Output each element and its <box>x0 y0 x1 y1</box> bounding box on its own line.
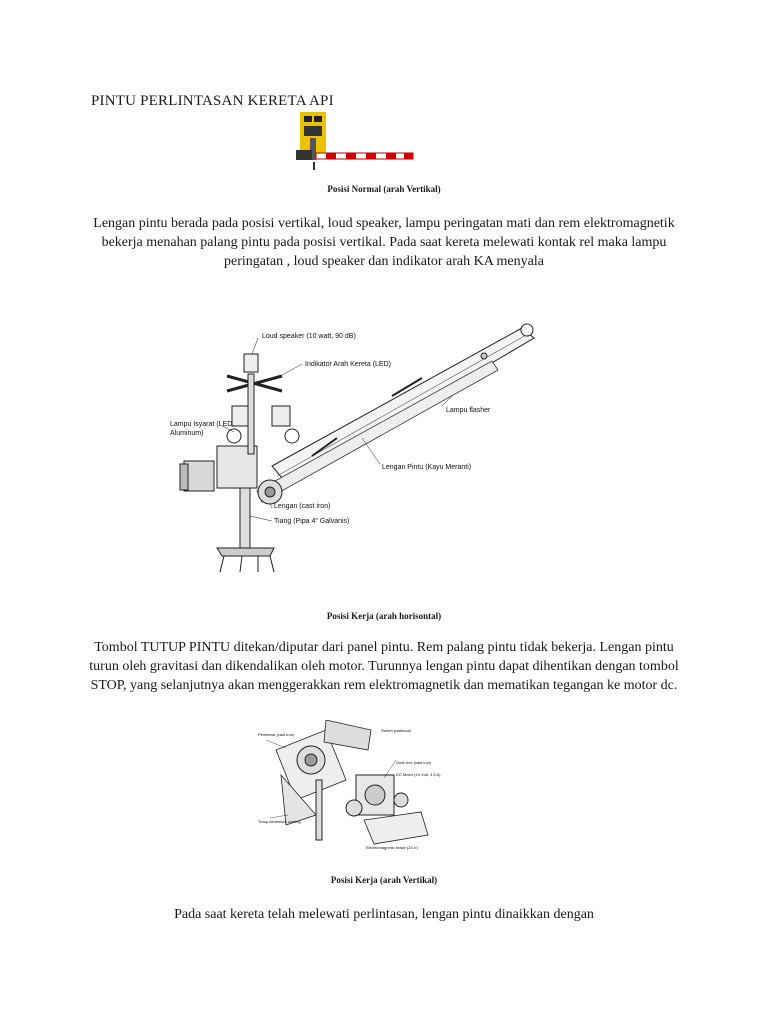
label-indikator-arah: Indikator Arah Kereta (LED) <box>305 361 391 368</box>
label-tutup-aluminum: Tutup Aluminum casting <box>258 819 301 824</box>
label-lengan: Lengan (cast iron) <box>274 503 331 510</box>
figure-horizontal-position <box>162 316 546 578</box>
label-pemberat: Pemberat (cast iron) <box>258 732 295 737</box>
figure-normal-caption: Posisi Normal (arah Vertikal) <box>327 184 441 194</box>
label-dc-motor: DC Motor (24 Volt, 4.5 A) <box>396 772 441 777</box>
label-switch: Switch positional <box>381 728 411 733</box>
gearbox-illustration <box>256 720 446 850</box>
label-gear-box: Gear box (cast iron) <box>396 760 432 765</box>
paragraph-after-train: Pada saat kereta telah melewati perlintasan, lengan pintu dinaikkan dengan <box>174 907 594 922</box>
figure-vertical-working <box>256 720 446 850</box>
label-lampu-isyarat: Lampu Isyarat (LED, <box>170 421 235 428</box>
gate-normal-illustration <box>292 112 417 170</box>
label-brake: Electromagnetic brake (24 V) <box>366 845 418 850</box>
label-lampu-isyarat-material: Aluminum) <box>170 430 204 437</box>
label-tiang: Tiang (Pipa 4" Galvanis) <box>274 518 350 525</box>
gate-horizontal-illustration <box>162 316 546 578</box>
figure-normal-position <box>292 112 417 170</box>
label-loud-speaker: Loud speaker (10 watt, 90 dB) <box>262 333 356 340</box>
paragraph-normal-position: Lengan pintu berada pada posisi vertikal, loud speaker, lampu peringatan mati dan rem elektromagnetik bekerja menahan palang pintu pada posisi vertikal. Pada saat kereta melewati kontak rel maka lampu peringatan , loud speaker dan indikator arah KA menyala <box>93 216 675 269</box>
paragraph-working-position: Tombol TUTUP PINTU ditekan/diputar dari panel pintu. Rem palang pintu tidak bekerja. Lengan pintu turun oleh gravitasi dan dikendalikan oleh motor. Turunnya lengan pintu dapat dihentikan dengan tombol STOP, yang selanjutnya akan menggerakkan rem elektromagnetik dan mematikan tegangan ke motor dc. <box>89 640 679 693</box>
figure-horizontal-caption: Posisi Kerja (arah horisontal) <box>326 611 442 621</box>
label-lengan-pintu: Lengan Pintu (Kayu Meranti) <box>382 464 472 471</box>
document-title: PINTU PERLINTASAN KERETA API <box>91 93 334 109</box>
label-lampu-flasher: Lampu flasher <box>446 407 491 414</box>
figure-vertical-caption: Posisi Kerja (arah Vertikal) <box>330 875 438 885</box>
